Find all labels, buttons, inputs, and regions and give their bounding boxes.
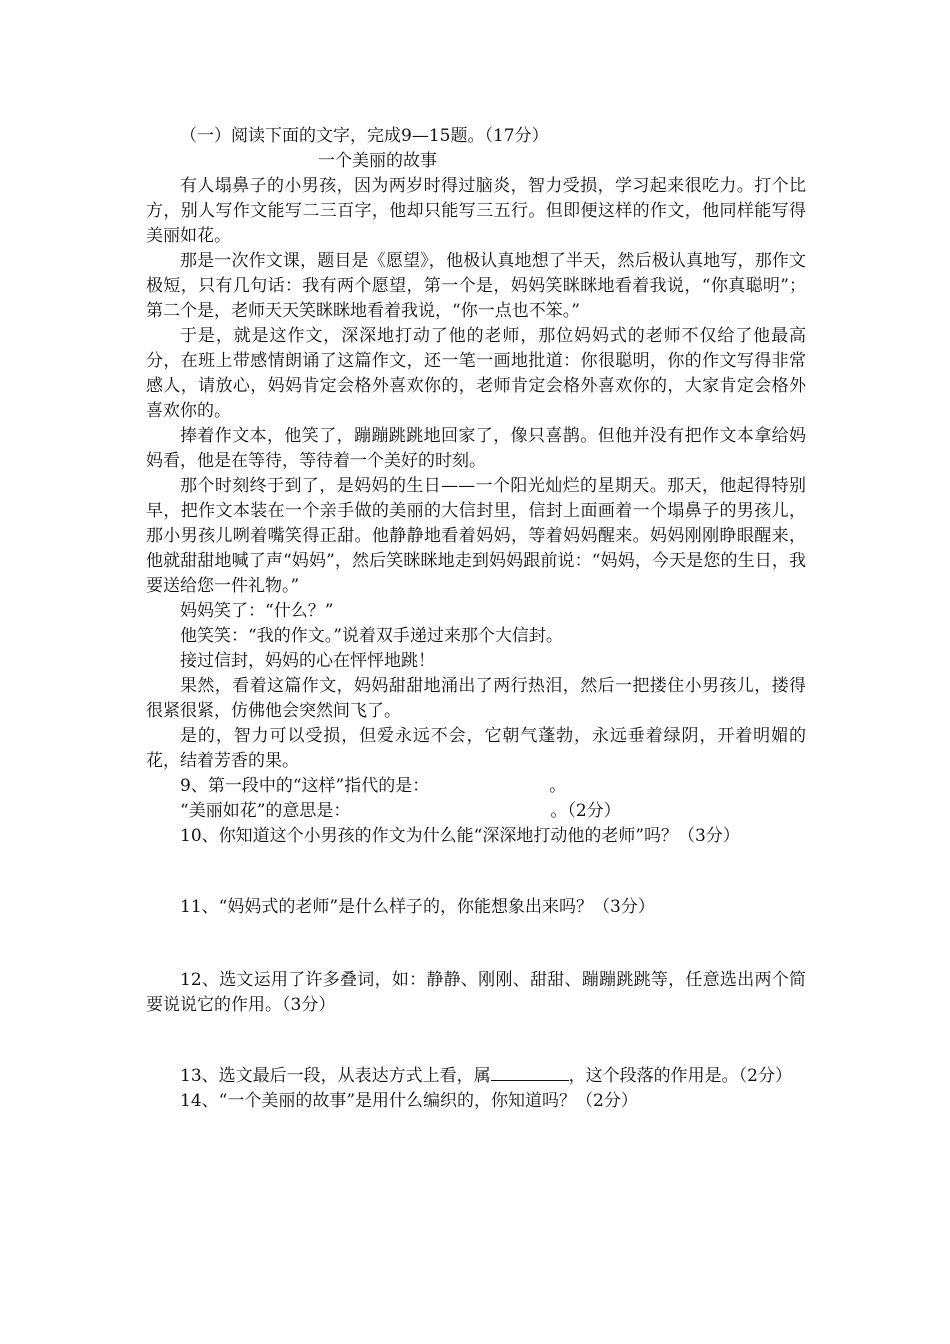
section-heading: （一）阅读下面的文字，完成9—15题。（17分） [180,126,549,146]
paragraph-4: 捧着作文本，他笑了，蹦蹦跳跳地回家了，像只喜鹊。但他并没有把作文本拿给妈妈看，他是在等待，等待着一个美好的时刻。 [146,426,806,471]
paragraph-8: 接过信封，妈妈的心在怦怦地跳！ [180,651,435,671]
answer-space-11[interactable] [146,920,806,968]
question-13 [146,1064,806,1089]
paragraph-1: 有人塌鼻子的小男孩，因为两岁时得过脑炎，智力受损，学习起来很吃力。打个比方，别人写作文能写二三百字，他却只能写三五行。但即便这样的作文，他同样能写得美丽如花。 [146,176,806,246]
story-title: 一个美丽的故事 [318,151,437,171]
question-9-a-end: 。 [549,776,567,796]
question-14: 14、“一个美丽的故事”是用什么编织的，你知道吗？（2分） [180,1091,638,1111]
question-9-b-text: “美丽如花”的意思是： [180,801,351,821]
answer-blank-13[interactable] [491,1064,569,1081]
question-9-a-text: 9、第一段中的“这样”指代的是： [180,776,430,796]
paragraph-9: 果然，看着这篇作文，妈妈甜甜地涌出了两行热泪，然后一把搂住小男孩儿，搂得很紧很紧，仿佛他会突然间飞了。 [146,676,806,721]
paragraph-5: 那个时刻终于到了，是妈妈的生日——一个阳光灿烂的星期天。那天，他起得特别早，把作文本装在一个亲手做的美丽的大信封里，信封上面画着一个塌鼻子的男孩儿，那小男孩儿咧着嘴笑得正甜。他静静地看着妈妈，等着妈妈醒来。妈妈刚刚睁眼醒来，他就甜甜地喊了声“妈妈”，然后笑眯眯地走到妈妈跟前说：“妈妈，今天是您的生日，我要送给您一件礼物。” [146,476,806,596]
answer-space-10[interactable] [146,849,806,895]
question-9-part-b [146,799,806,824]
question-12: 12、选文运用了许多叠词，如：静静、刚刚、甜甜、蹦蹦跳跳等，任意选出两个简要说说它的作用。（3分） [146,970,806,1015]
paragraph-2: 那是一次作文课，题目是《愿望》，他极认真地想了半天，然后极认真地写，那作文极短，只有几句话：我有两个愿望，第一个是，妈妈笑眯眯地看着我说，“你真聪明”；第二个是，老师天天笑眯眯地看着我说，“你一点也不笨。” [146,251,806,321]
paragraph-7: 他笑笑：“我的作文。”说着双手递过来那个大信封。 [180,626,563,646]
question-9-part-a [146,774,806,799]
paragraph-6: 妈妈笑了：“什么？” [180,601,334,621]
question-11: 11、“妈妈式的老师”是什么样子的，你能想象出来吗？（3分） [180,897,655,917]
answer-space-12[interactable] [146,1018,806,1064]
paragraph-3: 于是，就是这作文，深深地打动了他的老师，那位妈妈式的老师不仅给了他最高分，在班上带感情朗诵了这篇作文，还一笔一画地批道：你很聪明，你的作文写得非常感人，请放心，妈妈肯定会格外喜欢你的，老师肯定会格外喜欢你的，大家肯定会格外喜欢你的。 [146,326,806,421]
question-10: 10、你知道这个小男孩的作文为什么能“深深地打动他的老师”吗？（3分） [180,826,740,846]
paragraph-10: 是的，智力可以受损，但爱永远不会，它朝气蓬勃，永远垂着绿阴，开着明媚的花，结着芳香的果。 [146,726,806,771]
reading-section [146,124,806,1114]
question-9-b-end: 。（2分） [550,801,621,821]
question-13-text-a: 13、选文最后一段，从表达方式上看，属 [180,1066,491,1086]
question-13-text-b: ，这个段落的作用是。（2分） [568,1066,792,1086]
